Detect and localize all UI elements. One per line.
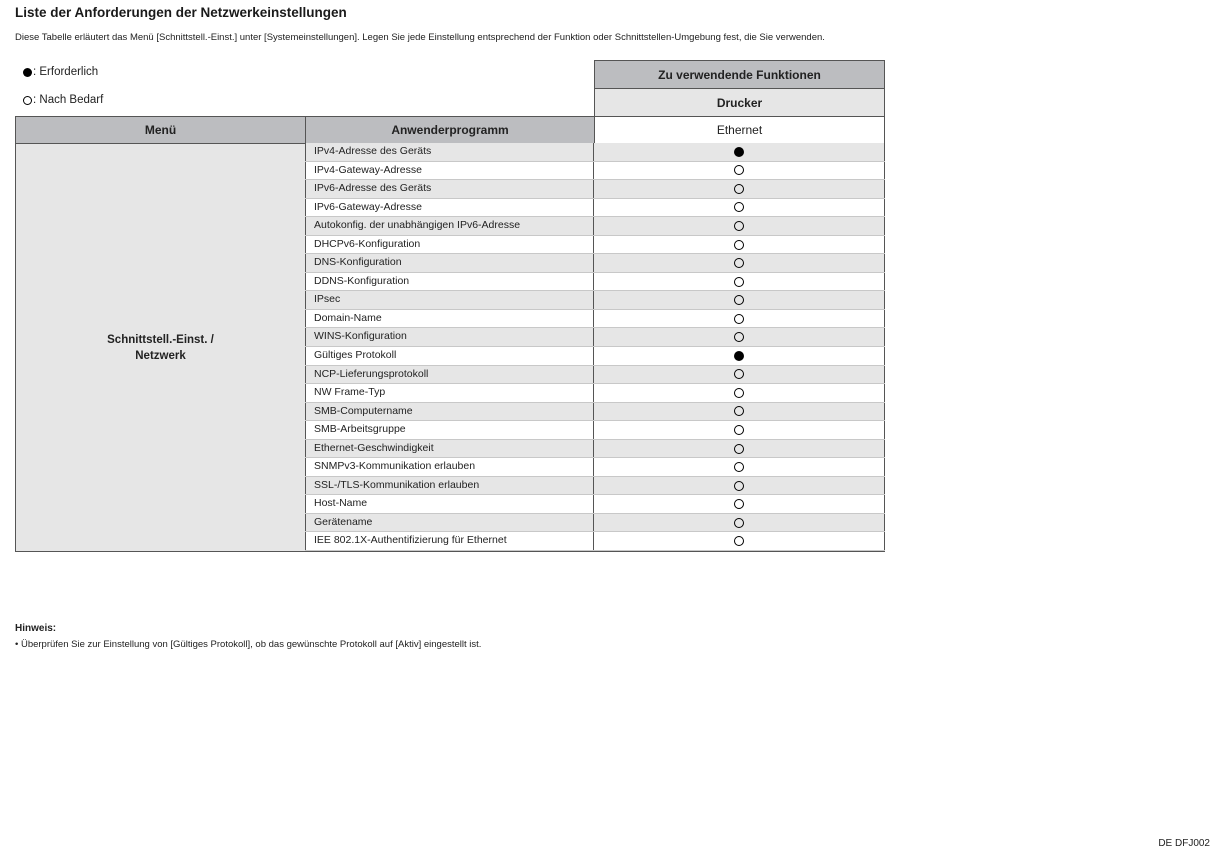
setting-name: NCP-Lieferungsprotokoll — [305, 366, 594, 384]
ethernet-requirement — [594, 477, 885, 495]
setting-name: SMB-Arbeitsgruppe — [305, 421, 594, 439]
setting-name: IEE 802.1X-Authentifizierung für Ethernet — [305, 532, 594, 550]
setting-name: SMB-Computername — [305, 403, 594, 421]
table-row — [305, 421, 885, 440]
table-row — [305, 310, 885, 329]
ethernet-requirement — [594, 291, 885, 309]
filled-circle-icon — [734, 351, 744, 361]
setting-name: Domain-Name — [305, 310, 594, 328]
setting-name: Gerätename — [305, 514, 594, 532]
legend-optional-label: : Nach Bedarf — [33, 94, 104, 106]
setting-name: WINS-Konfiguration — [305, 328, 594, 346]
table-row — [305, 236, 885, 255]
table-row — [305, 328, 885, 347]
header-printer: Drucker — [594, 88, 885, 117]
header-menu: Menü — [15, 116, 306, 144]
empty-circle-icon — [734, 202, 744, 212]
table-row — [305, 403, 885, 422]
empty-circle-icon — [734, 277, 744, 287]
legend-required — [23, 66, 98, 78]
table-row — [305, 217, 885, 236]
empty-circle-icon — [734, 369, 744, 379]
table-bottom-border — [305, 551, 885, 552]
ethernet-requirement — [594, 403, 885, 421]
ethernet-requirement — [594, 440, 885, 458]
note-title: Hinweis: — [15, 623, 57, 634]
setting-name: IPv6-Adresse des Geräts — [305, 180, 594, 198]
empty-circle-icon — [734, 240, 744, 250]
filled-circle-icon — [734, 147, 744, 157]
setting-name: SSL-/TLS-Kommunikation erlauben — [305, 477, 594, 495]
table-row — [305, 458, 885, 477]
ethernet-requirement — [594, 366, 885, 384]
page-title: Liste der Anforderungen der Netzwerkeinstellungen — [15, 5, 347, 20]
table-row — [305, 347, 885, 366]
table-row — [305, 384, 885, 403]
table-row — [305, 514, 885, 533]
ethernet-requirement — [594, 347, 885, 365]
empty-circle-icon — [734, 425, 744, 435]
note-text: • Überprüfen Sie zur Einstellung von [Gültiges Protokoll], ob das gewünschte Protokoll auf [Aktiv] eingestellt ist. — [15, 639, 482, 650]
ethernet-requirement — [594, 199, 885, 217]
setting-name: IPv6-Gateway-Adresse — [305, 199, 594, 217]
ethernet-requirement — [594, 495, 885, 513]
ethernet-requirement — [594, 273, 885, 291]
empty-circle-icon — [734, 258, 744, 268]
setting-name: Ethernet-Geschwindigkeit — [305, 440, 594, 458]
ethernet-requirement — [594, 310, 885, 328]
table-row — [305, 254, 885, 273]
menu-group-line1: Schnittstell.-Einst. / — [107, 333, 214, 346]
setting-name: DNS-Konfiguration — [305, 254, 594, 272]
setting-name: IPsec — [305, 291, 594, 309]
header-functions: Zu verwendende Funktionen — [594, 60, 885, 89]
empty-circle-icon — [734, 499, 744, 509]
ethernet-requirement — [594, 180, 885, 198]
legend-optional — [23, 94, 103, 106]
ethernet-requirement — [594, 236, 885, 254]
empty-circle-icon — [734, 481, 744, 491]
setting-name: DDNS-Konfiguration — [305, 273, 594, 291]
table-row — [305, 495, 885, 514]
legend-required-label: : Erforderlich — [33, 66, 99, 78]
table-row — [305, 143, 885, 162]
setting-name: Gültiges Protokoll — [305, 347, 594, 365]
ethernet-requirement — [594, 384, 885, 402]
ethernet-requirement — [594, 532, 885, 550]
header-program: Anwenderprogramm — [305, 116, 595, 144]
table-row — [305, 199, 885, 218]
empty-circle-icon — [734, 462, 744, 472]
setting-name: IPv4-Gateway-Adresse — [305, 162, 594, 180]
table-row — [305, 477, 885, 496]
setting-name: Autokonfig. der unabhängigen IPv6-Adresse — [305, 217, 594, 235]
ethernet-requirement — [594, 514, 885, 532]
setting-name: NW Frame-Typ — [305, 384, 594, 402]
empty-circle-icon — [734, 536, 744, 546]
empty-circle-icon — [734, 221, 744, 231]
setting-name: Host-Name — [305, 495, 594, 513]
empty-circle-icon — [734, 332, 744, 342]
empty-circle-icon — [734, 518, 744, 528]
menu-group-line2: Netzwerk — [135, 349, 186, 362]
empty-circle-icon — [734, 165, 744, 175]
filled-circle-icon — [23, 68, 32, 77]
empty-circle-icon — [734, 314, 744, 324]
ethernet-requirement — [594, 458, 885, 476]
intro-text: Diese Tabelle erläutert das Menü [Schnittstell.-Einst.] unter [Systemeinstellungen]. Legen Sie jede Einstellung entsprechend der Funktion oder Schnittstellen-Umgebung fest, die Sie verwenden. — [15, 32, 825, 43]
ethernet-requirement — [594, 254, 885, 272]
empty-circle-icon — [734, 388, 744, 398]
ethernet-requirement — [594, 162, 885, 180]
ethernet-requirement — [594, 421, 885, 439]
table-row — [305, 366, 885, 385]
setting-name: SNMPv3-Kommunikation erlauben — [305, 458, 594, 476]
table-row — [305, 440, 885, 459]
table-row — [305, 162, 885, 181]
table-row — [305, 532, 885, 551]
empty-circle-icon — [734, 406, 744, 416]
table-row — [305, 273, 885, 292]
empty-circle-icon — [734, 444, 744, 454]
ethernet-requirement — [594, 217, 885, 235]
table-row — [305, 291, 885, 310]
ethernet-requirement — [594, 143, 885, 161]
setting-name: DHCPv6-Konfiguration — [305, 236, 594, 254]
header-ethernet: Ethernet — [594, 116, 885, 144]
ethernet-requirement — [594, 328, 885, 346]
empty-circle-icon — [734, 295, 744, 305]
document-code: DE DFJ002 — [1158, 838, 1210, 849]
empty-circle-icon — [23, 96, 32, 105]
empty-circle-icon — [734, 184, 744, 194]
table-row — [305, 180, 885, 199]
menu-group-cell — [15, 143, 306, 552]
setting-name: IPv4-Adresse des Geräts — [305, 143, 594, 161]
settings-table-body — [305, 143, 885, 551]
